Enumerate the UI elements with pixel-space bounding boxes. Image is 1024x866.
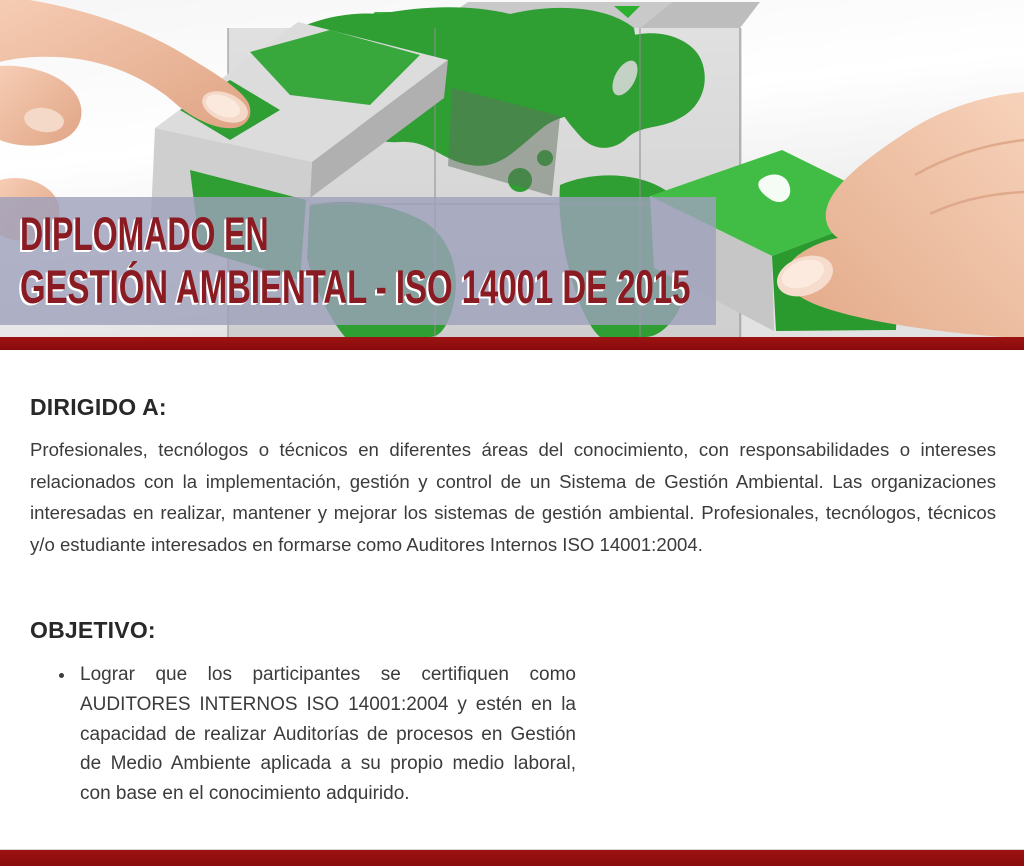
title-band-overlay [0,197,716,325]
content-area [0,394,1024,808]
world-map-cubes-illustration [0,0,1024,337]
dirigido-body: Profesionales, tecnólogos o técnicos en diferentes áreas del conocimiento, con responsabilidades o intereses relacionados con la implementación, gestión y control de un Sistema de Gestión Ambiental. Las organizaciones interesadas en realizar, mantener y mejorar los sistemas de gestión ambiental. Profesionales, tecnólogos, técnicos y/o estudiante interesados en formarse como Auditores Internos ISO 14001:2004. [30,439,996,555]
top-divider-bar [0,337,1024,350]
bottom-divider-bar [0,850,1024,866]
objetivo-heading: OBJETIVO: [30,617,156,644]
dirigido-heading: DIRIGIDO A: [30,394,167,420]
objetivo-list [56,660,576,808]
hero-banner [0,0,1024,337]
page-title-line1: DIPLOMADO EN [20,207,269,260]
page-title-line2: GESTIÓN AMBIENTAL - ISO 14001 DE 2015 [20,260,691,313]
objetivo-bullet: • Lograr que los participantes se certifiquen como AUDITORES INTERNOS ISO 14001:2004 y estén en la capacidad de realizar Auditorías de procesos en Gestión de Medio Ambiente aplicada a su propio medio laboral, con base en el conocimiento adquirido. [76,660,576,808]
